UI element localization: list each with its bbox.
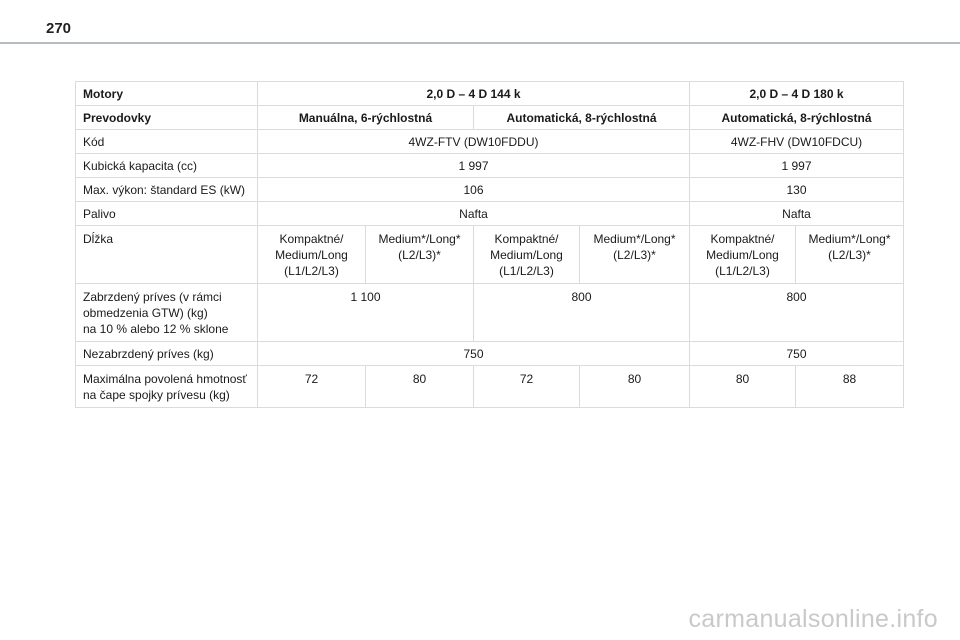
header-divider <box>0 42 960 44</box>
braked-trailer-manual: 1 100 <box>258 284 474 342</box>
length-cell: Medium*/Long* (L2/L3)* <box>593 232 676 262</box>
row-label-displacement: Kubická kapacita (cc) <box>76 154 258 178</box>
displacement-144: 1 997 <box>258 154 690 178</box>
gearbox-auto-180: Automatická, 8-rýchlostná <box>690 106 904 130</box>
row-label-unbraked-trailer: Nezabrzdený príves (kg) <box>76 342 258 366</box>
towball-load-cell: 72 <box>474 366 580 408</box>
displacement-180: 1 997 <box>690 154 904 178</box>
code-144: 4WZ-FTV (DW10FDDU) <box>258 130 690 154</box>
towball-load-cell: 80 <box>580 366 690 408</box>
length-cell: Medium*/Long* (L2/L3)* <box>808 232 891 262</box>
gearbox-manual: Manuálna, 6-rýchlostná <box>258 106 474 130</box>
fuel-180: Nafta <box>690 202 904 226</box>
site-watermark: carmanualsonline.info <box>688 605 938 633</box>
row-label-engines: Motory <box>76 82 258 106</box>
length-cell: Kompaktné/ Medium/Long (L1/L2/L3) <box>275 232 348 278</box>
gearbox-auto-144: Automatická, 8-rýchlostná <box>474 106 690 130</box>
braked-trailer-auto-144: 800 <box>474 284 690 342</box>
towball-load-cell: 72 <box>258 366 366 408</box>
table-row-braked-trailer <box>76 284 904 342</box>
power-180: 130 <box>690 178 904 202</box>
table-row-length <box>76 226 904 284</box>
row-label-fuel: Palivo <box>76 202 258 226</box>
table-row-gearboxes <box>76 106 904 130</box>
length-cell: Medium*/Long* (L2/L3)* <box>378 232 461 262</box>
page-number: 270 <box>46 20 72 37</box>
towball-load-cell: 88 <box>796 366 904 408</box>
row-label-towball-load: Maximálna povolená hmotnosť na čape spojky prívesu (kg) <box>83 372 247 402</box>
power-144: 106 <box>258 178 690 202</box>
row-label-code: Kód <box>76 130 258 154</box>
unbraked-trailer-144: 750 <box>258 342 690 366</box>
engine-spec-table <box>75 81 904 408</box>
table-row-fuel <box>76 202 904 226</box>
towball-load-cell: 80 <box>690 366 796 408</box>
length-cell: Kompaktné/ Medium/Long (L1/L2/L3) <box>490 232 563 278</box>
table-row-towball-load <box>76 366 904 408</box>
table-row-unbraked-trailer <box>76 342 904 366</box>
row-label-length: Dĺžka <box>76 226 258 284</box>
engine-144-header: 2,0 D – 4 D 144 k <box>258 82 690 106</box>
row-label-gearboxes: Prevodovky <box>76 106 258 130</box>
table-row-displacement <box>76 154 904 178</box>
braked-trailer-auto-180: 800 <box>690 284 904 342</box>
row-label-power: Max. výkon: štandard ES (kW) <box>76 178 258 202</box>
towball-load-cell: 80 <box>366 366 474 408</box>
code-180: 4WZ-FHV (DW10FDCU) <box>690 130 904 154</box>
table-row-code <box>76 130 904 154</box>
engine-180-header: 2,0 D – 4 D 180 k <box>690 82 904 106</box>
table-row-engines <box>76 82 904 106</box>
length-cell: Kompaktné/ Medium/Long (L1/L2/L3) <box>706 232 779 278</box>
fuel-144: Nafta <box>258 202 690 226</box>
unbraked-trailer-180: 750 <box>690 342 904 366</box>
table-row-power <box>76 178 904 202</box>
row-label-braked-trailer: Zabrzdený príves (v rámci obmedzenia GTW) (kg) na 10 % alebo 12 % sklone <box>83 290 229 336</box>
